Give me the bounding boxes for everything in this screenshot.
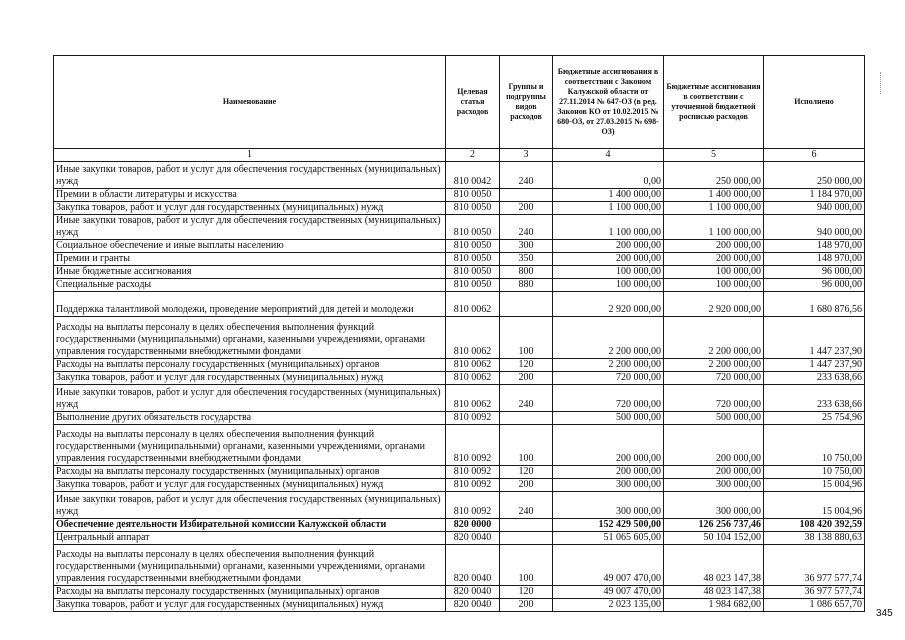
row-law-amount: 720 000,00 <box>553 385 664 412</box>
row-refined-amount: 1 984 682,00 <box>664 599 764 612</box>
table-row <box>54 479 865 492</box>
row-name: Премии и гранты <box>54 253 446 266</box>
row-code: 820 0040 <box>446 586 500 599</box>
header-code: Целевая статья расходов <box>446 56 500 149</box>
row-refined-amount: 200 000,00 <box>664 240 764 253</box>
row-name: Центральный аппарат <box>54 532 446 545</box>
row-executed-amount: 940 000,00 <box>764 215 865 240</box>
row-code: 810 0050 <box>446 189 500 202</box>
row-name: Выполнение других обязательств государства <box>54 412 446 425</box>
row-law-amount: 1 100 000,00 <box>553 215 664 240</box>
row-code: 820 0040 <box>446 545 500 586</box>
row-name: Закупка товаров, работ и услуг для государственных (муниципальных) нужд <box>54 479 446 492</box>
column-number: 3 <box>500 149 553 162</box>
row-code: 810 0092 <box>446 425 500 466</box>
row-code: 810 0050 <box>446 240 500 253</box>
table-row <box>54 372 865 385</box>
row-code: 810 0062 <box>446 372 500 385</box>
row-name: Расходы на выплаты персоналу государственных (муниципальных) органов <box>54 466 446 479</box>
row-executed-amount: 38 138 880,63 <box>764 532 865 545</box>
row-group <box>500 189 553 202</box>
column-number: 6 <box>764 149 865 162</box>
row-name: Обеспечение деятельности Избирательной комиссии Калужской области <box>54 519 446 532</box>
row-executed-amount: 10 750,00 <box>764 466 865 479</box>
row-law-amount: 200 000,00 <box>553 240 664 253</box>
row-group: 200 <box>500 599 553 612</box>
row-group: 240 <box>500 215 553 240</box>
row-code: 810 0062 <box>446 292 500 317</box>
row-executed-amount: 233 638,66 <box>764 385 865 412</box>
table-row <box>54 292 865 317</box>
row-name: Иные закупки товаров, работ и услуг для обеспечения государственных (муниципальных) нужд <box>54 215 446 240</box>
row-group: 200 <box>500 479 553 492</box>
row-executed-amount: 1 680 876,56 <box>764 292 865 317</box>
column-number: 1 <box>54 149 446 162</box>
row-law-amount: 49 007 470,00 <box>553 586 664 599</box>
row-group: 120 <box>500 359 553 372</box>
row-name: Расходы на выплаты персоналу в целях обеспечения выполнения функций государственными (муниципальными) органами, казенными учреждениями, органами управления государственными внебюджетными фондами <box>54 317 446 359</box>
column-number: 4 <box>553 149 664 162</box>
row-code: 810 0062 <box>446 317 500 359</box>
row-executed-amount: 233 638,66 <box>764 372 865 385</box>
row-refined-amount: 250 000,00 <box>664 162 764 189</box>
row-code: 810 0050 <box>446 202 500 215</box>
row-code: 810 0092 <box>446 492 500 519</box>
table-row <box>54 162 865 189</box>
table-row <box>54 492 865 519</box>
row-executed-amount: 10 750,00 <box>764 425 865 466</box>
row-refined-amount: 1 100 000,00 <box>664 202 764 215</box>
table-row <box>54 385 865 412</box>
row-law-amount: 720 000,00 <box>553 372 664 385</box>
row-code: 810 0062 <box>446 385 500 412</box>
row-refined-amount: 300 000,00 <box>664 479 764 492</box>
row-refined-amount: 48 023 147,38 <box>664 586 764 599</box>
row-code: 810 0050 <box>446 215 500 240</box>
header-group: Группы и подгруппы видов расходов <box>500 56 553 149</box>
row-name: Иные закупки товаров, работ и услуг для обеспечения государственных (муниципальных) нужд <box>54 492 446 519</box>
row-group: 880 <box>500 279 553 292</box>
row-law-amount: 152 429 500,00 <box>553 519 664 532</box>
row-code: 810 0042 <box>446 162 500 189</box>
row-code: 820 0040 <box>446 532 500 545</box>
row-law-amount: 2 200 000,00 <box>553 359 664 372</box>
row-name: Закупка товаров, работ и услуг для государственных (муниципальных) нужд <box>54 599 446 612</box>
table-row <box>54 266 865 279</box>
margin-mark <box>880 72 882 94</box>
table-row <box>54 189 865 202</box>
row-executed-amount: 148 970,00 <box>764 253 865 266</box>
row-name: Иные бюджетные ассигнования <box>54 266 446 279</box>
row-executed-amount: 250 000,00 <box>764 162 865 189</box>
header-name: Наименование <box>54 56 446 149</box>
row-refined-amount: 720 000,00 <box>664 372 764 385</box>
table-body <box>54 149 865 612</box>
row-law-amount: 100 000,00 <box>553 266 664 279</box>
table-row <box>54 412 865 425</box>
row-law-amount: 0,00 <box>553 162 664 189</box>
row-name: Поддержка талантливой молодежи, проведение мероприятий для детей и молодежи <box>54 292 446 317</box>
row-name: Специальные расходы <box>54 279 446 292</box>
row-executed-amount: 1 086 657,70 <box>764 599 865 612</box>
row-law-amount: 49 007 470,00 <box>553 545 664 586</box>
row-refined-amount: 100 000,00 <box>664 266 764 279</box>
row-group: 200 <box>500 372 553 385</box>
row-refined-amount: 100 000,00 <box>664 279 764 292</box>
row-refined-amount: 200 000,00 <box>664 466 764 479</box>
table-row <box>54 545 865 586</box>
row-executed-amount: 36 977 577,74 <box>764 586 865 599</box>
row-name: Социальное обеспечение и иные выплаты населению <box>54 240 446 253</box>
row-code: 810 0050 <box>446 279 500 292</box>
row-law-amount: 300 000,00 <box>553 492 664 519</box>
row-executed-amount: 96 000,00 <box>764 266 865 279</box>
row-executed-amount: 1 447 237,90 <box>764 317 865 359</box>
row-law-amount: 100 000,00 <box>553 279 664 292</box>
row-refined-amount: 48 023 147,38 <box>664 545 764 586</box>
table-header <box>54 56 865 149</box>
row-group: 300 <box>500 240 553 253</box>
row-refined-amount: 50 104 152,00 <box>664 532 764 545</box>
row-group: 240 <box>500 492 553 519</box>
table-row <box>54 359 865 372</box>
row-executed-amount: 108 420 392,59 <box>764 519 865 532</box>
row-law-amount: 1 400 000,00 <box>553 189 664 202</box>
row-group: 240 <box>500 162 553 189</box>
table-row <box>54 599 865 612</box>
row-law-amount: 200 000,00 <box>553 466 664 479</box>
row-name: Расходы на выплаты персоналу государственных (муниципальных) органов <box>54 359 446 372</box>
row-law-amount: 1 100 000,00 <box>553 202 664 215</box>
row-group: 240 <box>500 385 553 412</box>
table-row <box>54 519 865 532</box>
row-name: Премии в области литературы и искусства <box>54 189 446 202</box>
header-executed: Исполнено <box>764 56 865 149</box>
budget-table <box>53 55 865 612</box>
column-number-row <box>54 149 865 162</box>
row-refined-amount: 1 400 000,00 <box>664 189 764 202</box>
table-row <box>54 240 865 253</box>
row-group: 120 <box>500 586 553 599</box>
header-refined: Бюджетные ассигнования в соответствии с уточненной бюджетной росписью расходов <box>664 56 764 149</box>
page-number: 345 <box>876 608 893 619</box>
row-law-amount: 2 200 000,00 <box>553 317 664 359</box>
row-group <box>500 532 553 545</box>
row-group: 120 <box>500 466 553 479</box>
row-refined-amount: 2 920 000,00 <box>664 292 764 317</box>
row-group: 100 <box>500 545 553 586</box>
row-code: 810 0092 <box>446 466 500 479</box>
row-group: 200 <box>500 202 553 215</box>
row-group: 800 <box>500 266 553 279</box>
row-refined-amount: 1 100 000,00 <box>664 215 764 240</box>
table-row <box>54 532 865 545</box>
row-code: 820 0000 <box>446 519 500 532</box>
row-law-amount: 200 000,00 <box>553 253 664 266</box>
row-refined-amount: 200 000,00 <box>664 425 764 466</box>
row-code: 820 0040 <box>446 599 500 612</box>
row-refined-amount: 126 256 737,46 <box>664 519 764 532</box>
row-refined-amount: 500 000,00 <box>664 412 764 425</box>
row-executed-amount: 15 004,96 <box>764 479 865 492</box>
row-executed-amount: 1 447 237,90 <box>764 359 865 372</box>
table-row <box>54 202 865 215</box>
row-executed-amount: 1 184 970,00 <box>764 189 865 202</box>
row-code: 810 0062 <box>446 359 500 372</box>
row-executed-amount: 36 977 577,74 <box>764 545 865 586</box>
row-name: Закупка товаров, работ и услуг для государственных (муниципальных) нужд <box>54 372 446 385</box>
row-group: 100 <box>500 425 553 466</box>
row-law-amount: 200 000,00 <box>553 425 664 466</box>
row-executed-amount: 940 000,00 <box>764 202 865 215</box>
table-row <box>54 586 865 599</box>
row-group <box>500 412 553 425</box>
row-executed-amount: 15 004,96 <box>764 492 865 519</box>
row-law-amount: 2 023 135,00 <box>553 599 664 612</box>
row-law-amount: 300 000,00 <box>553 479 664 492</box>
row-executed-amount: 148 970,00 <box>764 240 865 253</box>
row-name: Расходы на выплаты персоналу в целях обеспечения выполнения функций государственными (муниципальными) органами, казенными учреждениями, органами управления государственными внебюджетными фондами <box>54 425 446 466</box>
table-row <box>54 466 865 479</box>
row-executed-amount: 96 000,00 <box>764 279 865 292</box>
column-number: 5 <box>664 149 764 162</box>
header-law: Бюджетные ассигнования в соответствии с Законом Калужской области от 27.11.2014 № 647-ОЗ (в ред. Законов КО от 10.02.2015 № 680-ОЗ, от 27.03.2015 № 698-ОЗ) <box>553 56 664 149</box>
row-name: Расходы на выплаты персоналу государственных (муниципальных) органов <box>54 586 446 599</box>
column-number: 2 <box>446 149 500 162</box>
table-row <box>54 279 865 292</box>
row-refined-amount: 2 200 000,00 <box>664 359 764 372</box>
row-executed-amount: 25 754,96 <box>764 412 865 425</box>
row-group: 350 <box>500 253 553 266</box>
row-refined-amount: 300 000,00 <box>664 492 764 519</box>
table-row <box>54 425 865 466</box>
table-row <box>54 317 865 359</box>
row-law-amount: 2 920 000,00 <box>553 292 664 317</box>
row-code: 810 0050 <box>446 253 500 266</box>
row-name: Иные закупки товаров, работ и услуг для обеспечения государственных (муниципальных) нужд <box>54 162 446 189</box>
row-name: Закупка товаров, работ и услуг для государственных (муниципальных) нужд <box>54 202 446 215</box>
row-group <box>500 519 553 532</box>
row-code: 810 0092 <box>446 479 500 492</box>
row-law-amount: 51 065 605,00 <box>553 532 664 545</box>
row-name: Иные закупки товаров, работ и услуг для обеспечения государственных (муниципальных) нужд <box>54 385 446 412</box>
row-group: 100 <box>500 317 553 359</box>
row-group <box>500 292 553 317</box>
table-row <box>54 215 865 240</box>
row-name: Расходы на выплаты персоналу в целях обеспечения выполнения функций государственными (муниципальными) органами, казенными учреждениями, органами управления государственными внебюджетными фондами <box>54 545 446 586</box>
row-law-amount: 500 000,00 <box>553 412 664 425</box>
row-refined-amount: 2 200 000,00 <box>664 317 764 359</box>
row-code: 810 0050 <box>446 266 500 279</box>
row-code: 810 0092 <box>446 412 500 425</box>
row-refined-amount: 720 000,00 <box>664 385 764 412</box>
table-row <box>54 253 865 266</box>
row-refined-amount: 200 000,00 <box>664 253 764 266</box>
